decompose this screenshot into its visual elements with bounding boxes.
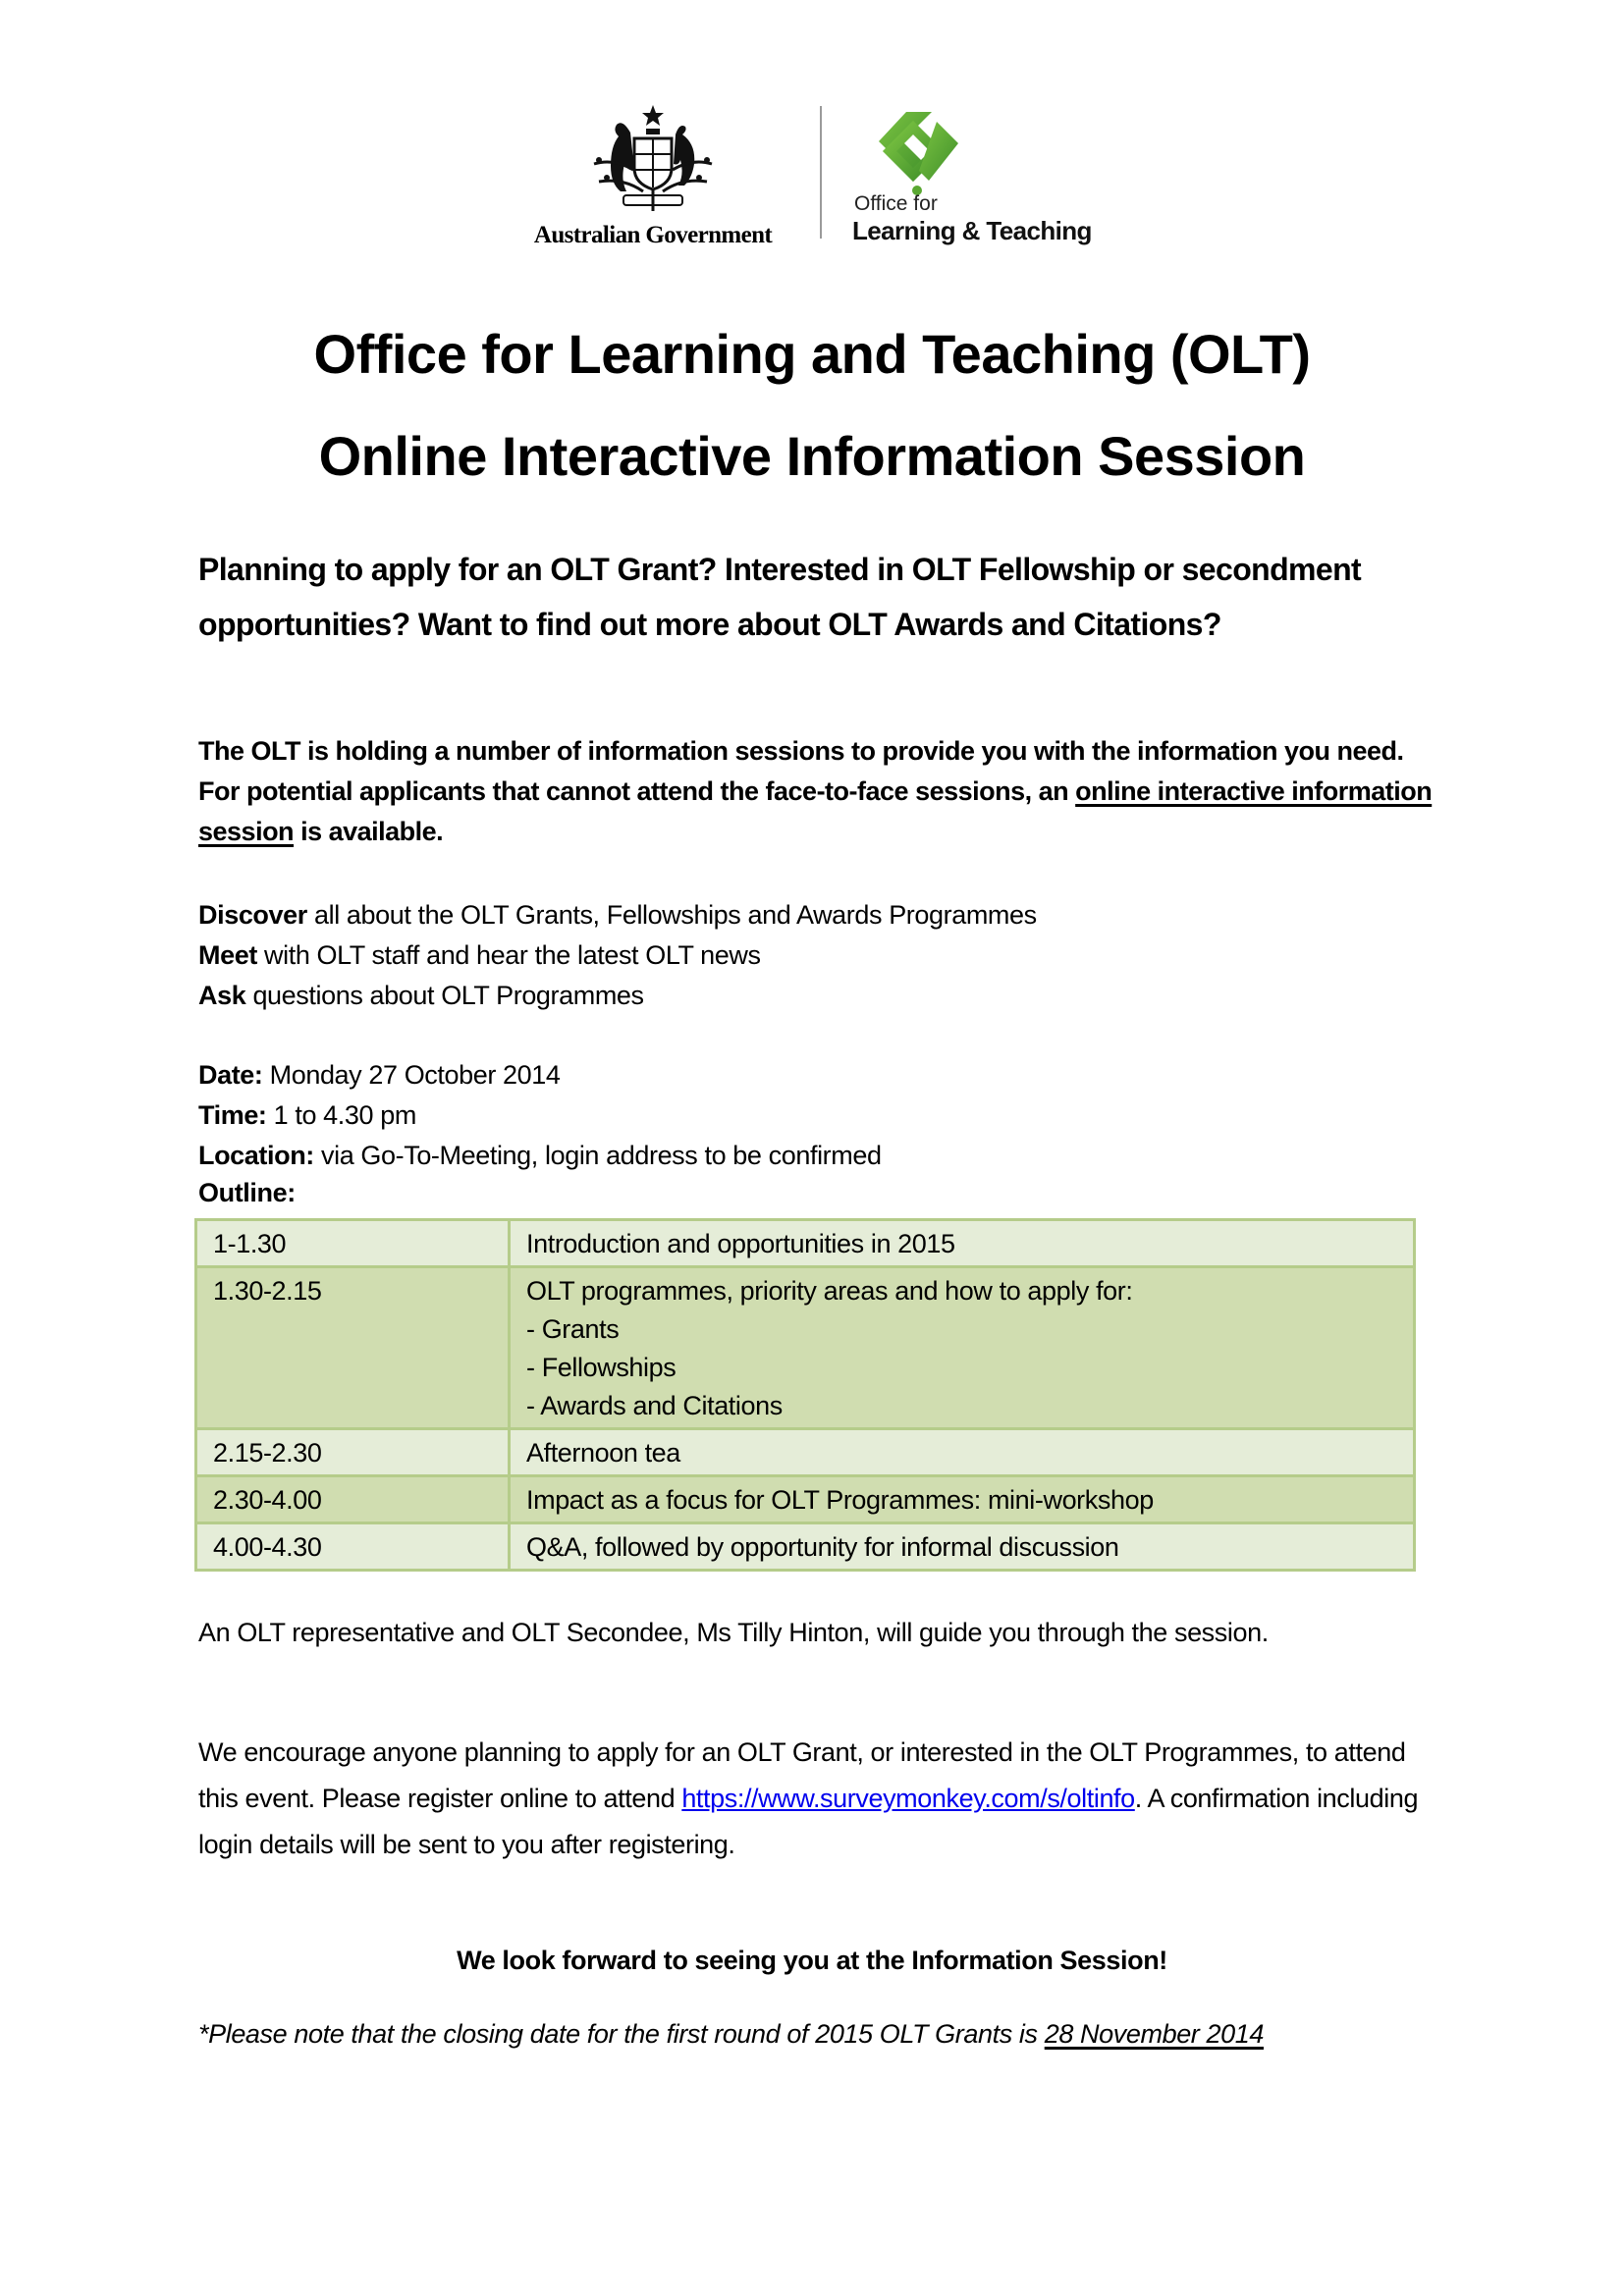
outline-description [510,1476,1415,1523]
location-label: Location: [198,1141,314,1170]
date-label: Date: [198,1060,263,1090]
outline-line: - Awards and Citations [526,1391,783,1420]
intro-underlined: online interactive information session [198,776,1433,846]
feature-text: all about the OLT Grants, Fellowships and Awards Programmes [306,900,1037,930]
note-date: 28 November 2014 [1044,2019,1264,2049]
outline-description [510,1523,1415,1571]
note-text: *Please note that the closing date for the first round of 2015 OLT Grants is [198,2019,1045,2049]
outline-line: Q&A, followed by opportunity for informal discussion [526,1532,1119,1562]
date-row [198,1055,1435,1095]
outline-line: Impact as a focus for OLT Programmes: mini-workshop [526,1485,1154,1515]
event-details [198,1055,1435,1176]
coat-of-arms-icon [569,103,736,216]
table-row [196,1267,1415,1429]
table-row [196,1476,1415,1523]
date-value: Monday 27 October 2014 [262,1060,561,1090]
feature-text: questions about OLT Programmes [245,981,644,1010]
outline-description [510,1267,1415,1429]
olt-logo-line1: Office for [854,192,938,215]
logo-divider [820,106,822,239]
outline-time: 2.15-2.30 [196,1429,510,1476]
australian-government-logo [520,103,785,250]
closing-message: We look forward to seeing you at the Information Session! [457,1946,1167,1975]
outline-line: - Grants [526,1314,620,1344]
feature-keyword: Ask [198,981,246,1010]
register-text-end: . A confirmation including login details will be sent to you after registering. [198,1784,1419,1859]
feature-text: with OLT staff and hear the latest OLT news [256,940,761,970]
lead-paragraph: Planning to apply for an OLT Grant? Interested in OLT Fellowship or secondment opportunities? Want to find out more about OLT Awards and Citations? [198,552,1362,642]
table-row [196,1220,1415,1267]
page-title-line-2: Online Interactive Information Session [318,425,1306,487]
outline-time: 2.30-4.00 [196,1476,510,1523]
feature-keyword: Discover [198,900,307,930]
olt-logo-line2: Learning & Teaching [852,216,1092,245]
olt-logo [852,108,1147,245]
table-row [196,1523,1415,1571]
intro-text-end: is available. [294,817,444,846]
time-row [198,1095,1435,1136]
time-value: 1 to 4.30 pm [266,1100,416,1130]
outline-line: OLT programmes, priority areas and how to apply for: [526,1276,1133,1306]
outline-time: 1-1.30 [196,1220,510,1267]
feature-keyword: Meet [198,940,257,970]
feature-item [198,976,1435,1016]
outline-time: 1.30-2.15 [196,1267,510,1429]
location-value: via Go-To-Meeting, login address to be confirmed [313,1141,882,1170]
olt-mark-icon [852,108,980,196]
outline-line: Introduction and opportunities in 2015 [526,1229,955,1258]
table-row [196,1429,1415,1476]
feature-item [198,935,1435,976]
intro-paragraph [198,731,1435,852]
location-row [198,1136,1435,1176]
intro-text: The OLT is holding a number of information sessions to provide you with the information you need. For potential applicants that cannot attend the face-to-face sessions, an [198,736,1404,806]
feature-list [198,895,1435,1016]
outline-line: - Fellowships [526,1353,677,1382]
guide-paragraph: An OLT representative and OLT Secondee, Ms Tilly Hinton, will guide you through the session. [198,1618,1269,1647]
outline-description [510,1429,1415,1476]
outline-table [194,1218,1416,1572]
register-text: We encourage anyone planning to apply for an OLT Grant, or interested in the OLT Programmes, to attend this event. Please register online to attend [198,1737,1406,1813]
outline-line: Afternoon tea [526,1438,680,1468]
outline-time: 4.00-4.30 [196,1523,510,1571]
outline-label: Outline: [198,1178,296,1207]
register-paragraph [198,1730,1435,1868]
time-label: Time: [198,1100,267,1130]
page-title-line-1: Office for Learning and Teaching (OLT) [313,323,1311,385]
register-link[interactable]: https://www.surveymonkey.com/s/oltinfo [681,1784,1135,1813]
outline-description [510,1220,1415,1267]
gov-logo-text: Australian Government [533,222,773,248]
feature-item [198,895,1435,935]
closing-date-note [198,2019,1435,2050]
